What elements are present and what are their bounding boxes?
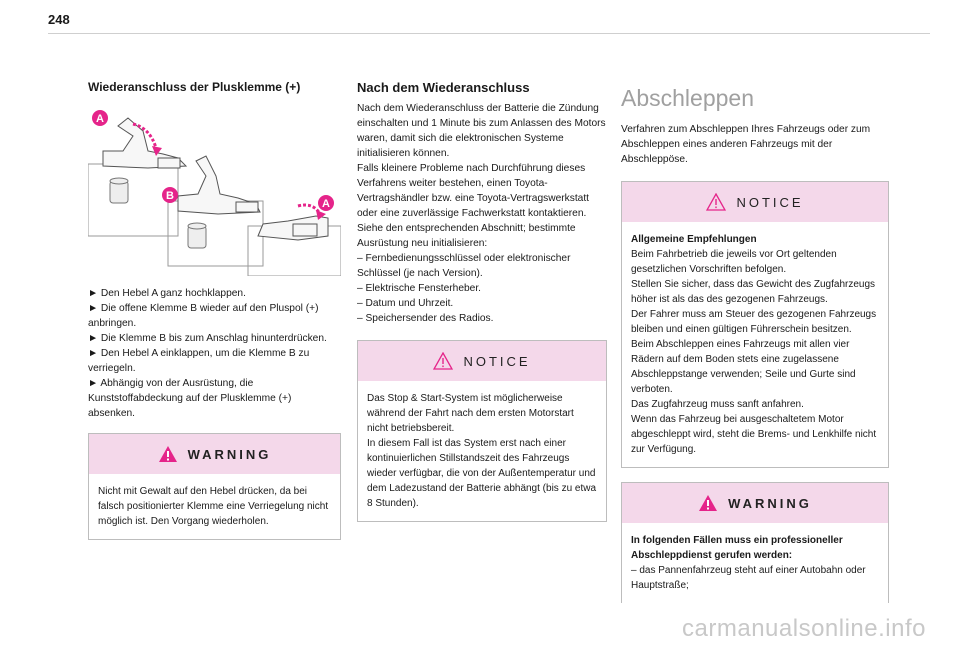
notice-subheading: Allgemeine Empfehlungen [631, 234, 757, 245]
header-rule [48, 33, 930, 34]
warning-box-clamp [88, 433, 341, 540]
warning-heading: WARNING [187, 446, 272, 462]
label-b: B [166, 190, 174, 202]
battery-clamp-illustration [88, 106, 341, 276]
label-a-right: A [322, 198, 330, 210]
warning-heading: WARNING [728, 495, 812, 511]
warning-subheading: In folgenden Fällen muss ein professioneller Abschleppdienst gerufen werden: [631, 535, 843, 561]
warning-box-towing [621, 482, 889, 603]
list-item: – Speichersender des Radios. [357, 313, 494, 324]
warning-triangle-icon [158, 445, 178, 463]
section-title-reconnect: Nach dem Wiederanschluss [357, 80, 530, 95]
section-title-towing: Abschleppen [621, 85, 754, 111]
notice-text: Beim Abschleppen eines Fahrzeugs mit allen vier Rädern auf dem Boden stets eine zugelassene Abschleppstange verwenden; Seile und Gurte sind verboten. [631, 339, 856, 395]
paragraph: Siehe den entsprechenden Abschnitt; bestimmte Ausrüstung neu initialisieren: [357, 223, 576, 249]
step-4: ► Den Hebel A einklappen, um die Klemme B zu verriegeln. [88, 348, 310, 374]
section-title-plus-terminal: Wiederanschluss der Plusklemme (+) [88, 80, 301, 94]
notice-text: In diesem Fall ist das System erst nach einer kontinuierlichen Stillstandszeit des Fahrzeugs wieder verfügbar, die von der Außentemperatur und dem Ladezustand der Batterie abhängt (bis zu etwa 8 Stunden). [367, 438, 597, 509]
notice-heading: NOTICE [463, 353, 531, 369]
warning-text: Nicht mit Gewalt auf den Hebel drücken, da bei falsch positionierter Klemme eine Verriegelung nicht möglich ist. Den Vorgang wiederholen. [98, 486, 329, 527]
notice-text: Wenn das Fahrzeug bei ausgeschaltetem Motor abgeschleppt wird, steht die Brems- und Lenkhilfe nicht zur Verfügung. [631, 414, 877, 455]
column-2 [357, 80, 607, 522]
notice-heading: NOTICE [736, 194, 804, 210]
warning-text: – das Pannenfahrzeug steht auf einer Autobahn oder Hauptstraße; [631, 565, 866, 591]
notice-text: Beim Fahrbetrieb die jeweils vor Ort geltenden gesetzlichen Vorschriften befolgen. [631, 249, 837, 275]
watermark: carmanualsonline.info [682, 615, 926, 642]
list-item: – Datum und Uhrzeit. [357, 298, 454, 309]
notice-text: Stellen Sie sicher, dass das Gewicht des Zugfahrzeugs höher ist als das des gezogenen Fahrzeugs. [631, 279, 876, 305]
warning-header [89, 434, 340, 474]
step-1: ► Den Hebel A ganz hochklappen. [88, 288, 246, 299]
warning-triangle-icon [698, 494, 718, 512]
page-number: 248 [48, 12, 70, 27]
notice-triangle-icon [706, 193, 726, 211]
steps-list [88, 286, 341, 421]
notice-text: Der Fahrer muss am Steuer des gezogenen Fahrzeugs bleiben und einen gültigen Führerschein besitzen. [631, 309, 877, 335]
notice-box-towing [621, 181, 889, 468]
column-1 [88, 80, 341, 540]
list-item: – Fernbedienungsschlüssel oder elektronischer Schlüssel (je nach Version). [357, 253, 571, 279]
list-item: – Elektrische Fensterheber. [357, 283, 482, 294]
notice-text: Das Stop & Start-System ist möglicherweise während der Fahrt nach dem ersten Motorstart nicht betriebsbereit. [367, 393, 574, 434]
clamp-diagram [88, 106, 341, 276]
notice-header [358, 341, 606, 381]
warning-header [622, 483, 888, 523]
step-3: ► Die Klemme B bis zum Anschlag hinunterdrücken. [88, 333, 327, 344]
notice-header [622, 182, 888, 222]
step-5: ► Abhängig von der Ausrüstung, die Kunststoffabdeckung auf der Plusklemme (+) absenken. [88, 378, 292, 419]
paragraph: Falls kleinere Probleme nach Durchführung dieses Verfahrens weiter bestehen, einen Toyota-Vertragshändler bzw. eine Toyota-Vertragswerkstatt oder eine zuverlässige Fachwerkstatt kontaktieren. [357, 163, 589, 219]
label-a-top: A [96, 113, 104, 125]
column-3 [621, 80, 889, 603]
notice-text: Das Zugfahrzeug muss sanft anfahren. [631, 399, 804, 410]
paragraph: Nach dem Wiederanschluss der Batterie die Zündung einschalten und 1 Minute bis zum Anlassen des Motors waren, damit sich die elektronischen Systeme initialisieren können. [357, 103, 606, 159]
towing-intro: Verfahren zum Abschleppen Ihres Fahrzeugs oder zum Abschleppen eines anderen Fahrzeugs mit der Abschleppöse. [621, 124, 871, 165]
step-2: ► Die offene Klemme B wieder auf den Pluspol (+) anbringen. [88, 303, 319, 329]
notice-triangle-icon [433, 352, 453, 370]
notice-box-stop-start [357, 340, 607, 522]
